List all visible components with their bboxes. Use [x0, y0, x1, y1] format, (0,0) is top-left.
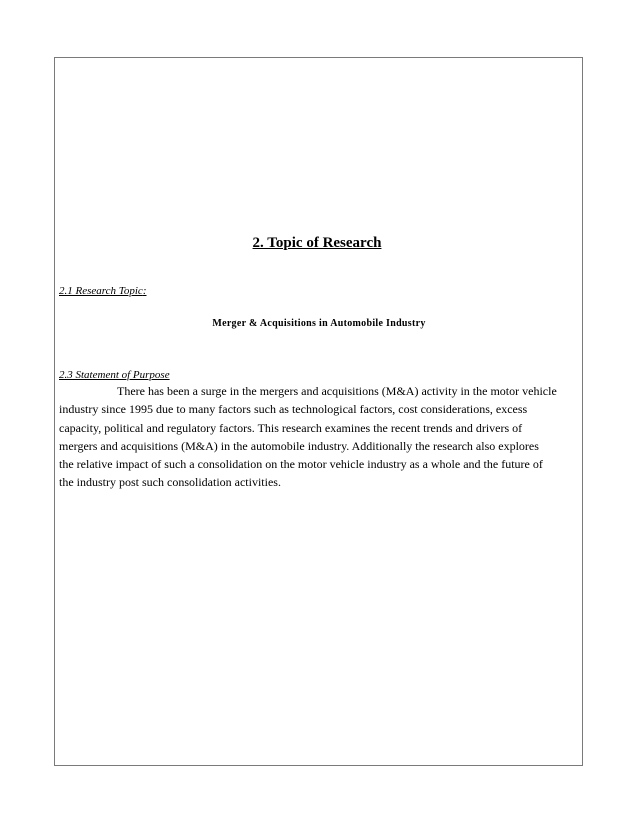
purpose-line: industry since 1995 due to many factors such as technological factors, cost considerations, excess [59, 402, 528, 417]
research-topic-label [59, 285, 147, 298]
purpose-line: capacity, political and regulatory factors. This research examines the recent trends and drivers of [59, 420, 523, 435]
statement-of-purpose-body [59, 382, 557, 492]
purpose-line: the industry post such consolidation activities. [59, 475, 281, 490]
purpose-line: the relative impact of such a consolidation on the motor vehicle industry as a whole and the future of [59, 457, 543, 472]
research-topic-label-text: 2.1 Research Topic [59, 285, 143, 297]
purpose-line: mergers and acquisitions (M&A) in the automobile industry. Additionally the research also explores [59, 438, 539, 453]
research-topic-label-suffix: : [142, 285, 147, 297]
statement-of-purpose-label [59, 369, 170, 382]
section-heading-text: 2. Topic of Research [252, 235, 382, 251]
research-topic-title-text: Merger & Acquisitions in Automobile Industry [212, 318, 426, 329]
purpose-line: There has been a surge in the mergers and acquisitions (M&A) activity in the motor vehicle [117, 384, 557, 398]
research-topic-title [0, 317, 638, 330]
statement-of-purpose-label-text: 2.3 Statement of Purpose [59, 369, 170, 381]
section-heading [0, 234, 638, 252]
